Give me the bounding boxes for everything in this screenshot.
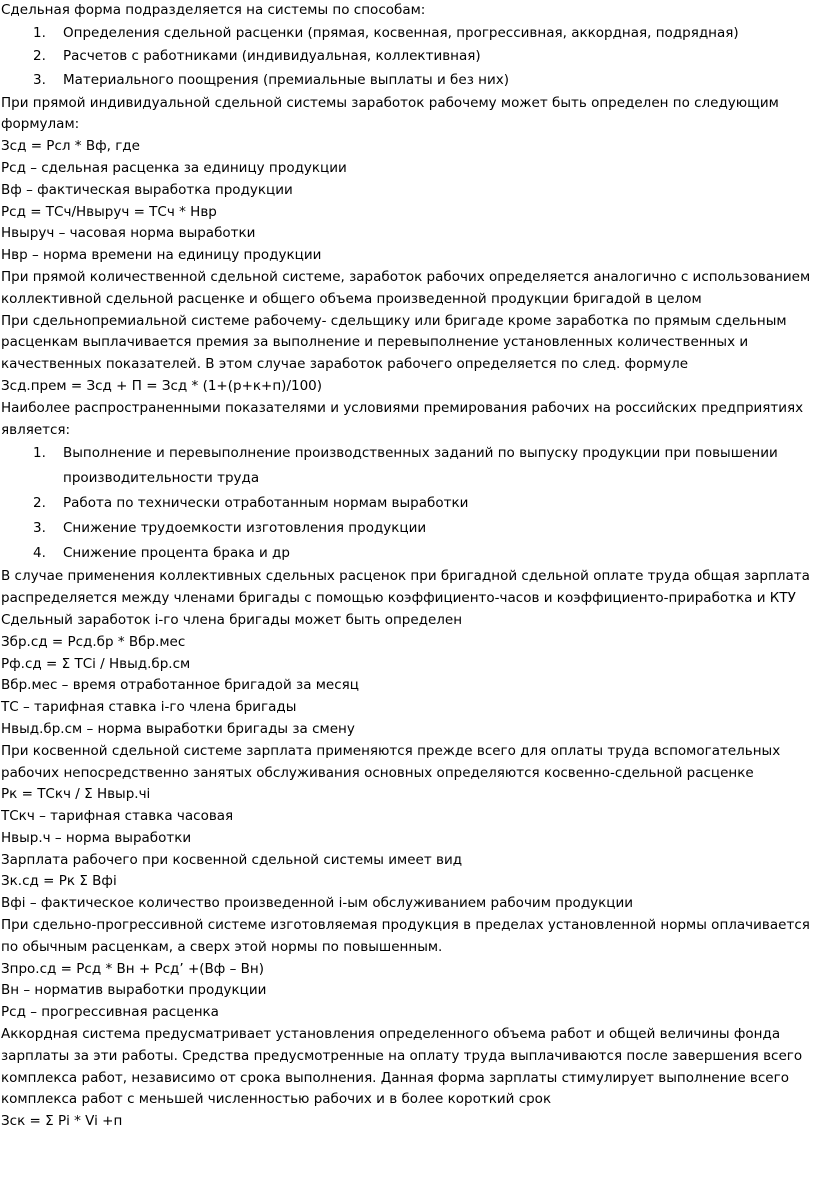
paragraph: ТС – тарифная ставка i-го члена бригады <box>1 699 297 716</box>
list-number: 2. <box>33 495 46 512</box>
paragraph: Рк = ТСкч / Σ Нвыр.чi <box>1 786 151 803</box>
paragraph: Вфi – фактическое количество произведенной i-ым обслуживанием рабочим продукции <box>1 895 634 912</box>
paragraph: Сдельный заработок i-го члена бригады может быть определен <box>1 611 463 628</box>
paragraph: Наиболее распространенными показателями и условиями премирования рабочих на российских предприятиях является: <box>1 399 804 438</box>
paragraph: Збр.сд = Рсд.бр * Вбр.мес <box>1 633 186 650</box>
list-item-text: Выполнение и перевыполнение производственных заданий по выпуску продукции при повышении производительности труда <box>63 445 778 487</box>
numbered-list <box>1 22 813 93</box>
paragraph: ТСкч – тарифная ставка часовая <box>1 808 234 825</box>
list-item <box>33 69 813 93</box>
paragraph: При косвенной сдельной системе зарплата применяются прежде всего для оплаты труда вспомогательных рабочих непосредственно занятых обслуживания основных определяются косвенно-сдельной расценке <box>1 742 781 781</box>
list-number: 1. <box>33 445 46 462</box>
paragraph: Нвыруч – часовая норма выработки <box>1 225 256 242</box>
list-item-text: Расчетов с работниками (индивидуальная, коллективная) <box>63 48 481 65</box>
paragraph: В случае применения коллективных сдельных расценок при бригадной сдельной оплате труда общая зарплата распределяется между членами бригады с помощью коэффициенто-часов и коэффициенто-приработка и КТУ <box>1 568 810 607</box>
paragraph: Вбр.мес – время отработанное бригадой за месяц <box>1 677 359 694</box>
paragraph: Рсд – прогрессивная расценка <box>1 1004 219 1021</box>
list-number: 3. <box>33 520 46 537</box>
list-item-text: Снижение процента брака и др <box>63 545 290 562</box>
list-item <box>33 491 813 516</box>
paragraph: Нвыд.бр.см – норма выработки бригады за смену <box>1 720 355 737</box>
paragraph: Зсд = Рсл * Вф, где <box>1 138 140 155</box>
paragraph: При сдельно-прогрессивной системе изготовляемая продукция в пределах установленной нормы оплачивается по обычным расценкам, а сверх этой нормы по повышенным. <box>1 917 810 955</box>
paragraph: Нвыр.ч – норма выработки <box>1 829 192 846</box>
list-item <box>33 22 813 46</box>
paragraph: Аккордная система предусматривает установления определенного объема работ и общей величины фонда зарплаты за эти работы. Средства предусмотренные на оплату труда выплачиваются после завершения всего комплекса работ, независимо от срока выполнения. Данная форма зарплаты стимулирует выполнение всего комплекса работ с меньшей численностью рабочих и в более короткий срок <box>1 1026 803 1108</box>
list-item <box>33 441 813 491</box>
paragraph: Зсд.прем = Зсд + П = Зсд * (1+(р+к+п)/100) <box>1 377 323 394</box>
list-item-text: Снижение трудоемкости изготовления продукции <box>63 520 427 537</box>
list-item-text: Материального поощрения (премиальные выплаты и без них) <box>63 71 510 88</box>
paragraph: Сдельная форма подразделяется на системы по способам: <box>1 2 426 18</box>
paragraph: Зск = Σ Рi * Vi +п <box>1 1113 123 1130</box>
paragraph: При прямой количественной сдельной системе, заработок рабочих определяется аналогично с использованием коллективной сдельной расценке и общего объема произведенной продукции бригадой в целом <box>1 268 811 307</box>
paragraph: При сдельнопремиальной системе рабочему- сдельщику или бригаде кроме заработка по прямым сдельным расценкам выплачивается премия за выполнение и перевыполнение установленных количественных и качественных показателей. В этом случае заработок рабочего определяется по след. формуле <box>1 312 787 373</box>
paragraph: Рсд = ТСч/Нвыруч = ТСч * Нвр <box>1 203 217 220</box>
list-number: 2. <box>33 48 46 65</box>
paragraph: При прямой индивидуальной сдельной системы заработок рабочему может быть определен по следующим формулам: <box>1 94 779 133</box>
paragraph: Нвр – норма времени на единицу продукции <box>1 247 322 264</box>
paragraph: Вн – норматив выработки продукции <box>1 982 267 999</box>
list-item-text: Работа по технически отработанным нормам выработки <box>63 495 469 512</box>
paragraph: Зк.сд = Рк Σ Вфi <box>1 873 117 890</box>
paragraph: Вф – фактическая выработка продукции <box>1 181 293 198</box>
list-item-text: Определения сдельной расценки (прямая, косвенная, прогрессивная, аккордная, подрядная) <box>63 24 739 41</box>
numbered-list <box>1 441 813 566</box>
list-item <box>33 45 813 69</box>
paragraph: Зарплата рабочего при косвенной сдельной системы имеет вид <box>1 851 463 868</box>
paragraph: Рф.сд = Σ ТСi / Нвыд.бр.см <box>1 655 191 672</box>
paragraph: Рсд – сдельная расценка за единицу продукции <box>1 159 347 176</box>
list-item <box>33 541 813 566</box>
list-number: 3. <box>33 71 46 88</box>
paragraph: Зпро.сд = Рсд * Вн + Рсд’ +(Вф – Вн) <box>1 960 265 977</box>
list-number: 1. <box>33 24 46 41</box>
document-body <box>1 0 813 1133</box>
list-item <box>33 516 813 541</box>
list-number: 4. <box>33 545 46 562</box>
